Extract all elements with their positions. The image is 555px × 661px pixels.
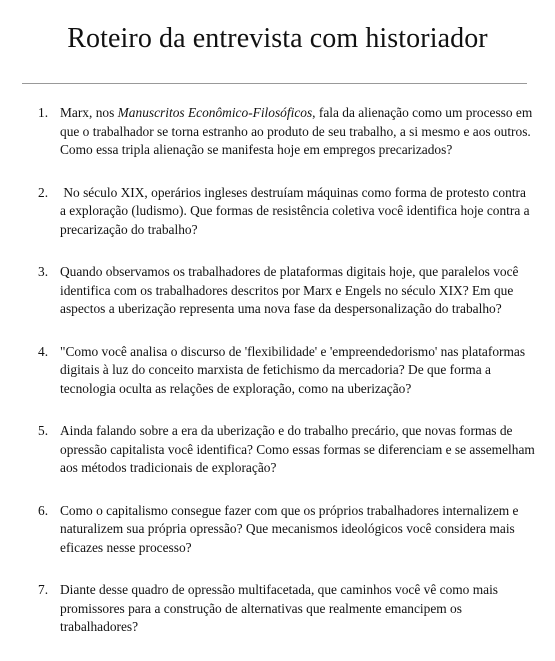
book-title: Manuscritos Econômico-Filosóficos bbox=[117, 105, 313, 120]
question-text: Ainda falando sobre a era da uberização e do trabalho precário, que novas formas de opressão capitalista você identifica? Como essas formas se diferenciam e se assemelham aos métodos tradicionais de exploração? bbox=[60, 423, 535, 475]
question-text: Como o capitalismo consegue fazer com que os próprios trabalhadores internalizem e naturalizem sua própria opressão? Que mecanismos ideológicos você considera mais eficazes nesse processo? bbox=[60, 502, 519, 555]
question-item-5 bbox=[0, 422, 555, 478]
question-item-1 bbox=[0, 104, 555, 160]
question-text: "Como você analisa o discurso de 'flexibilidade' e 'empreendedorismo' nas plataformas digitais à luz do conceito marxista de fetichismo da mercadoria? De que forma a tecnologia oculta as relações de exploração, como na uberização? bbox=[60, 343, 526, 396]
question-text: Diante desse quadro de opressão multifacetada, que caminhos você vê como mais promissores para a construção de alternativas que realmente emancipem os trabalhadores? bbox=[60, 582, 499, 634]
question-item-7 bbox=[0, 581, 555, 637]
question-text-part: , fala da alienação como um processo em que o trabalhador se torna estranho ao produto de seu trabalho, a si mesmo e aos outros. Como essa tripla alienação se manifesta hoje em empregos precarizados? bbox=[60, 105, 533, 157]
question-item-4 bbox=[0, 343, 555, 399]
question-list bbox=[0, 104, 555, 661]
question-item-2 bbox=[0, 184, 555, 240]
question-item-3 bbox=[0, 263, 555, 319]
question-number: 7. bbox=[38, 582, 49, 597]
page-title: Roteiro da entrevista com historiador bbox=[67, 23, 488, 54]
question-number: 4. bbox=[38, 343, 49, 359]
question-number: 3. bbox=[38, 264, 49, 279]
question-text bbox=[60, 105, 532, 157]
question-number: 5. bbox=[38, 423, 49, 438]
title-divider bbox=[22, 83, 527, 84]
question-text: No século XIX, operários ingleses destruíam máquinas como forma de protesto contra a exploração (ludismo). Que formas de resistência coletiva você identifica hoje contra a precarização do trabalho? bbox=[60, 184, 533, 237]
question-number: 2. bbox=[38, 184, 49, 200]
question-number: 1. bbox=[38, 105, 49, 120]
question-item-6 bbox=[0, 502, 555, 558]
question-number: 6. bbox=[38, 502, 49, 518]
question-text: Quando observamos os trabalhadores de plataformas digitais hoje, que paralelos você identifica com os trabalhadores descritos por Marx e Engels no século XIX? Em que aspectos a uberização representa uma nova fase da despersonalização do trabalho? bbox=[60, 264, 519, 316]
question-text-part: Marx, nos bbox=[60, 105, 118, 120]
